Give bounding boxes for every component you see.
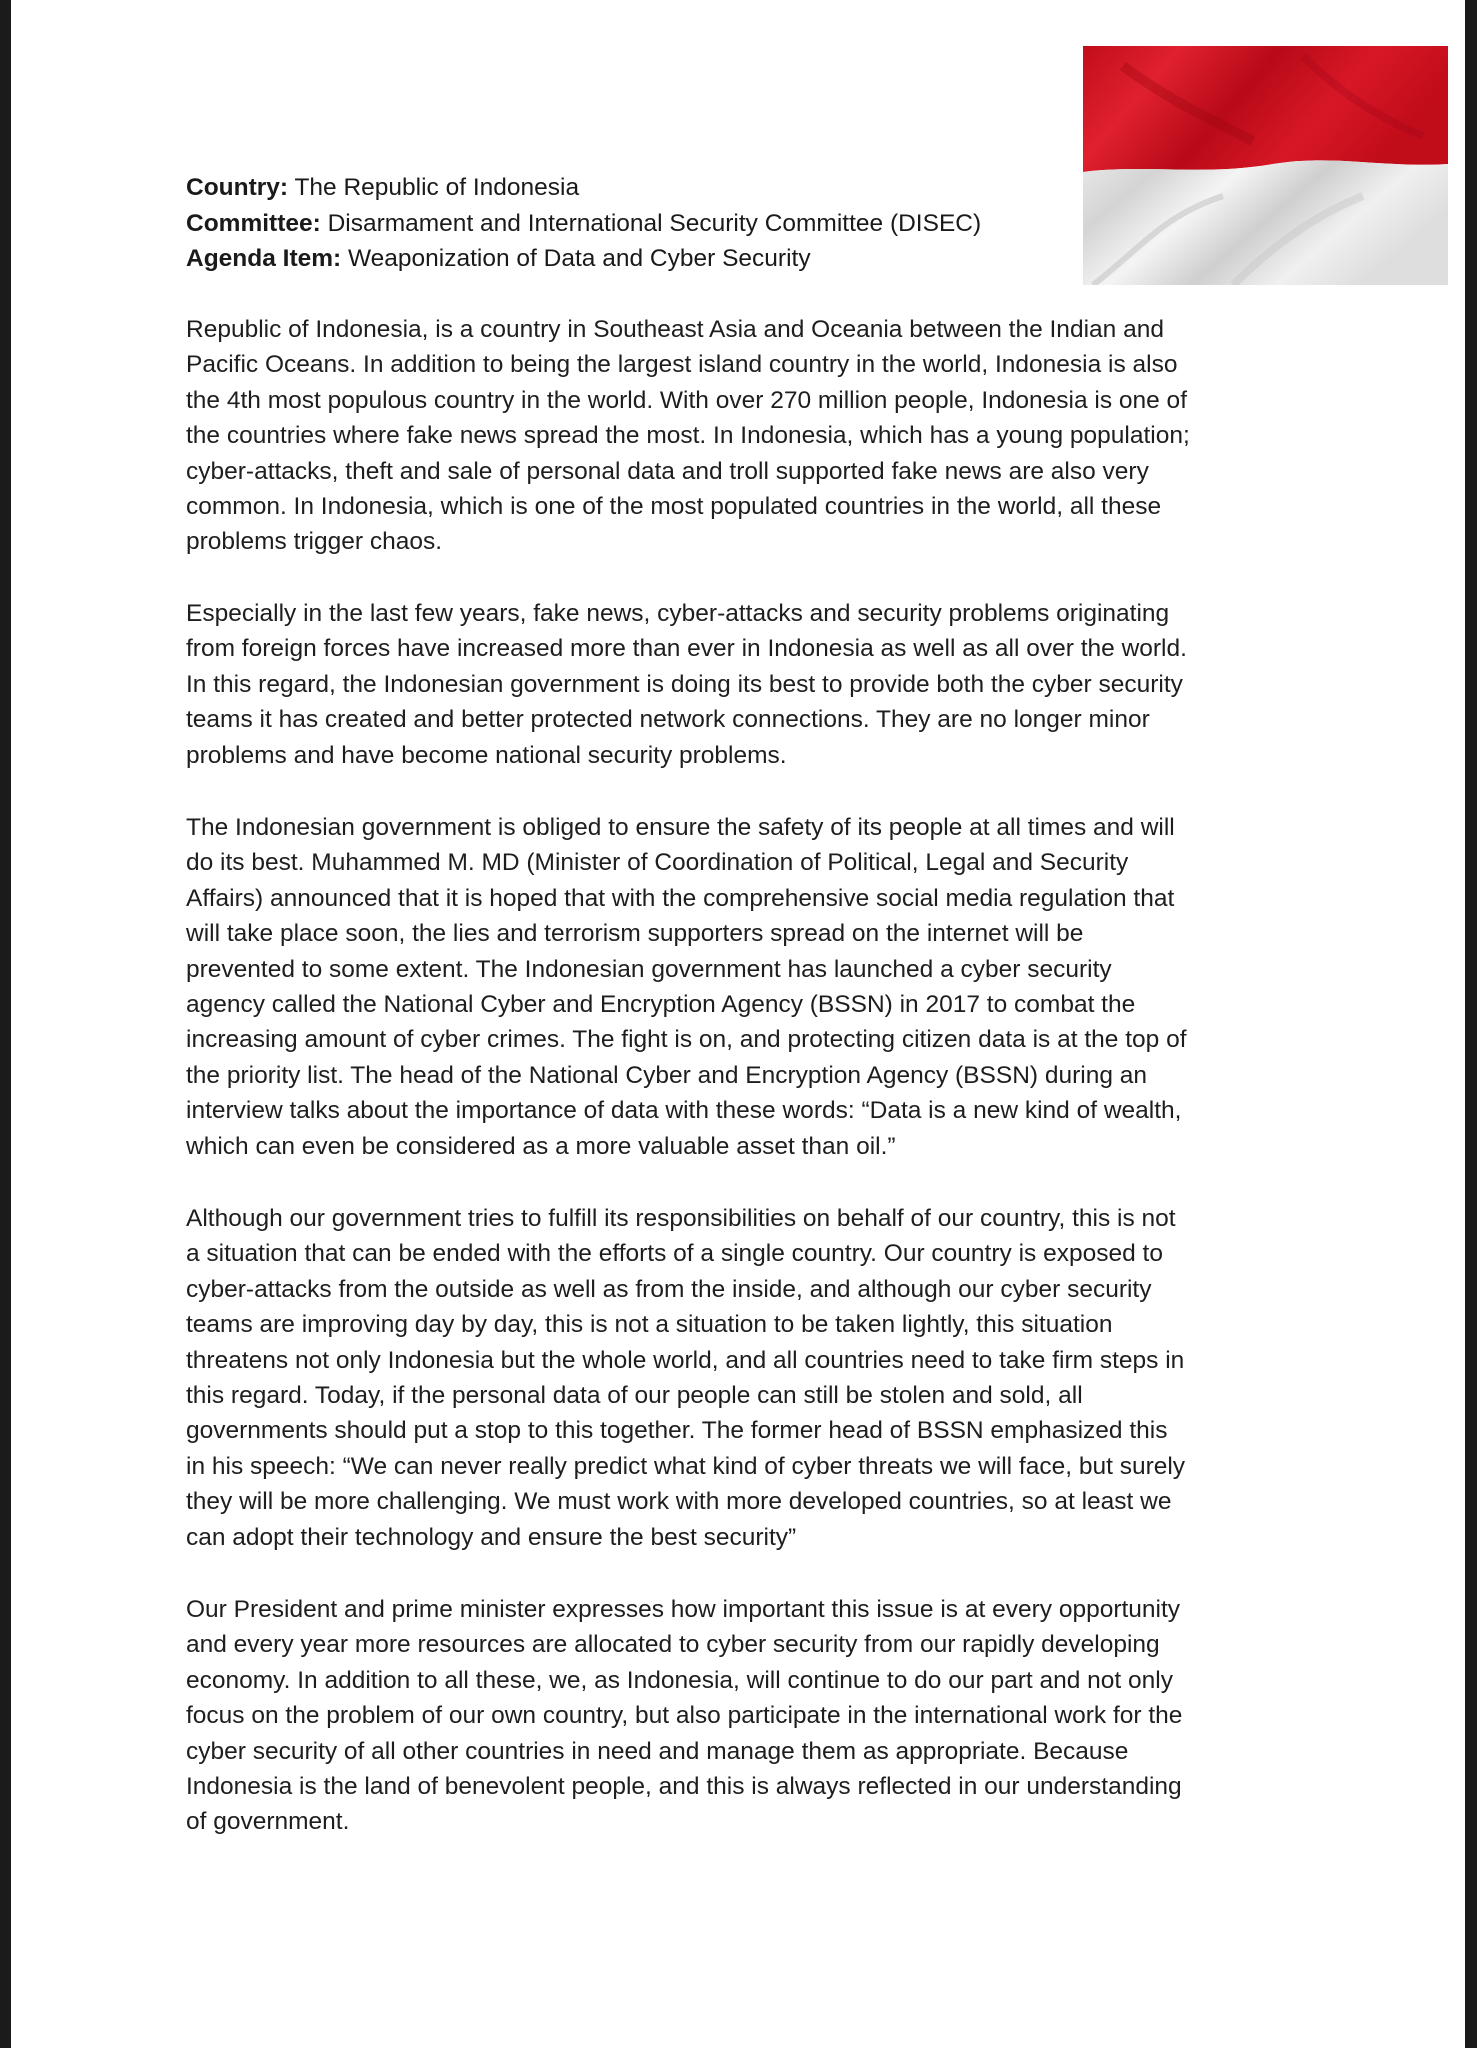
paragraph-line: In this regard, the Indonesian government is doing its best to provide both the cyber security bbox=[186, 670, 1183, 698]
paragraph-line: problems and have become national security problems. bbox=[186, 741, 787, 769]
document-header bbox=[186, 170, 1066, 277]
paragraph-line: Indonesia is the land of benevolent people, and this is always reflected in our understanding bbox=[186, 1773, 1182, 1801]
paragraph-5 bbox=[186, 1592, 1326, 1840]
agenda-value: Weaponization of Data and Cyber Security bbox=[341, 245, 811, 272]
paragraph-line: will take place soon, the lies and terrorism supporters spread on the internet will be bbox=[186, 920, 1084, 948]
paragraph-line: focus on the problem of our own country, but also participate in the international work for the bbox=[186, 1702, 1183, 1730]
paragraph-line: the priority list. The head of the National Cyber and Encryption Agency (BSSN) during an bbox=[186, 1061, 1148, 1089]
paragraph-1 bbox=[186, 312, 1326, 560]
paragraph-line: agency called the National Cyber and Encryption Agency (BSSN) in 2017 to combat the bbox=[186, 991, 1136, 1019]
paragraph-line: cyber-attacks, theft and sale of personal data and troll supported fake news are also very bbox=[186, 457, 1149, 485]
paragraph-line: The Indonesian government is obliged to ensure the safety of its people at all times and will bbox=[186, 814, 1175, 841]
country-value: The Republic of Indonesia bbox=[288, 174, 580, 201]
paragraph-line: Affairs) announced that it is hoped that with the comprehensive social media regulation that bbox=[186, 884, 1175, 912]
paragraph-line: governments should put a stop to this together. The former head of BSSN emphasized this bbox=[186, 1417, 1168, 1445]
paragraph-line: increasing amount of cyber crimes. The fight is on, and protecting citizen data is at the top of bbox=[186, 1026, 1187, 1054]
paragraph-line: Pacific Oceans. In addition to being the largest island country in the world, Indonesia is also bbox=[186, 351, 1178, 379]
paragraph-line: the 4th most populous country in the world. With over 270 million people, Indonesia is one of bbox=[186, 386, 1187, 414]
paragraph-line: common. In Indonesia, which is one of the most populated countries in the world, all these bbox=[186, 493, 1162, 521]
paragraph-2 bbox=[186, 596, 1326, 773]
paragraph-line: which can even be considered as a more valuable asset than oil.” bbox=[186, 1132, 896, 1160]
paragraph-line: prevented to some extent. The Indonesian government has launched a cyber security bbox=[186, 955, 1112, 983]
right-border bbox=[1465, 0, 1477, 2048]
paragraph-line: from foreign forces have increased more than ever in Indonesia as well as all over the world. bbox=[186, 635, 1187, 663]
paragraph-line: can adopt their technology and ensure the best security” bbox=[186, 1523, 797, 1551]
paragraph-line: a situation that can be ended with the efforts of a single country. Our country is exposed to bbox=[186, 1240, 1163, 1268]
paragraph-line: economy. In addition to all these, we, as Indonesia, will continue to do our part and not only bbox=[186, 1666, 1173, 1694]
paragraph-3 bbox=[186, 810, 1326, 1164]
paragraph-line: they will be more challenging. We must work with more developed countries, so at least we bbox=[186, 1488, 1172, 1516]
paragraph-line: in his speech: “We can never really predict what kind of cyber threats we will face, but surely bbox=[186, 1452, 1186, 1480]
paragraph-line: threatens not only Indonesia but the whole world, and all countries need to take firm steps in bbox=[186, 1346, 1185, 1374]
committee-line bbox=[186, 206, 1066, 242]
paragraph-line: Republic of Indonesia, is a country in Southeast Asia and Oceania between the Indian and bbox=[186, 316, 1164, 343]
paragraph-line: the countries where fake news spread the most. In Indonesia, which has a young population; bbox=[186, 422, 1190, 450]
committee-value: Disarmament and International Security Committee (DISEC) bbox=[320, 209, 982, 237]
flag-graphic bbox=[1083, 46, 1448, 285]
paragraph-line: do its best. Muhammed M. MD (Minister of Coordination of Political, Legal and Security bbox=[186, 849, 1129, 877]
country-line bbox=[186, 170, 1066, 206]
paragraph-line: Our President and prime minister expresses how important this issue is at every opportunity bbox=[186, 1596, 1181, 1623]
paragraph-line: this regard. Today, if the personal data of our people can still be stolen and sold, all bbox=[186, 1382, 1083, 1410]
paragraph-line: problems trigger chaos. bbox=[186, 528, 443, 556]
paragraph-line: interview talks about the importance of data with these words: “Data is a new kind of wealth, bbox=[186, 1097, 1182, 1125]
country-label: Country: bbox=[186, 174, 289, 201]
paragraph-4 bbox=[186, 1201, 1326, 1555]
paragraph-line: Especially in the last few years, fake news, cyber-attacks and security problems originating bbox=[186, 600, 1170, 627]
agenda-line bbox=[186, 241, 1066, 277]
paragraph-line: cyber security of all other countries in need and manage them as appropriate. Because bbox=[186, 1737, 1129, 1765]
left-border bbox=[0, 0, 11, 2048]
paragraph-line: teams are improving day by day, this is not a situation to be taken lightly, this situation bbox=[186, 1311, 1113, 1339]
paragraph-line: teams it has created and better protected network connections. They are no longer minor bbox=[186, 706, 1150, 734]
paragraph-line: of government. bbox=[186, 1808, 350, 1836]
agenda-label: Agenda Item: bbox=[186, 245, 342, 272]
committee-label: Committee: bbox=[186, 209, 321, 237]
paragraph-line: and every year more resources are allocated to cyber security from our rapidly developing bbox=[186, 1631, 1160, 1659]
indonesia-flag-image bbox=[1083, 46, 1448, 285]
paragraph-line: Although our government tries to fulfill its responsibilities on behalf of our country, this is not bbox=[186, 1205, 1176, 1232]
paragraph-line: cyber-attacks from the outside as well as from the inside, and although our cyber security bbox=[186, 1275, 1152, 1303]
